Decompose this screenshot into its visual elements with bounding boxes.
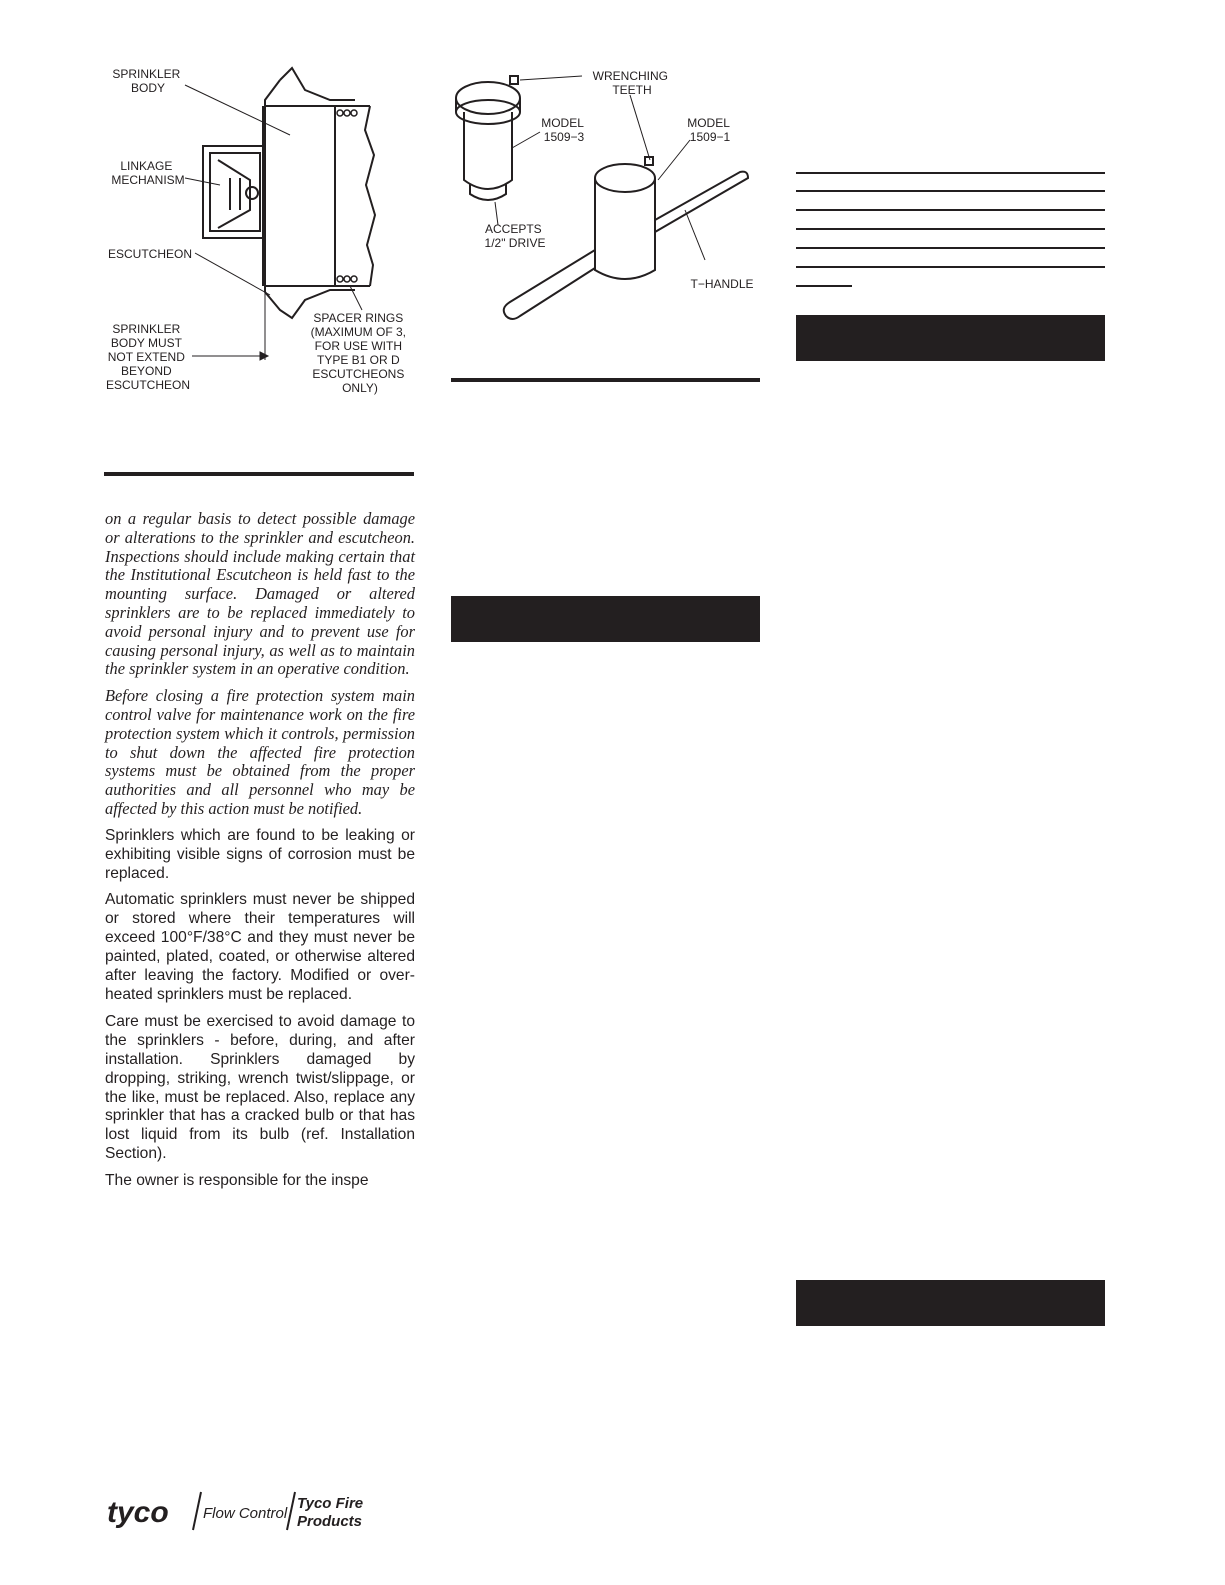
label-linkage-mechanism: LINKAGE MECHANISM <box>111 159 185 187</box>
table-rule-3 <box>796 209 1105 211</box>
label-t-handle: T−HANDLE <box>690 277 754 291</box>
label-accepts-drive: ACCEPTS 1/2" DRIVE <box>484 222 546 250</box>
footer-slash-1 <box>193 1492 201 1530</box>
footer-slash-2 <box>287 1492 295 1530</box>
section-rule-left <box>104 472 414 476</box>
wrench-1509-3 <box>456 76 520 200</box>
section-header-bar-right-bottom <box>796 1280 1105 1326</box>
table-rule-4 <box>796 228 1105 230</box>
body-text-column <box>105 510 415 1199</box>
spacer-rings <box>337 110 357 282</box>
label-model-1509-1: MODEL 1509−1 <box>687 116 731 144</box>
table-rule-7 <box>796 285 852 287</box>
label-wrenching-teeth: WRENCHING TEETH <box>592 69 668 97</box>
footer-company: Tyco Fire Products <box>297 1495 364 1530</box>
section-rule-middle <box>451 378 760 382</box>
label-must-not-extend: SPRINKLER BODY MUST NOT EXTEND BEYOND ESCUTCHEON <box>105 322 191 392</box>
table-rule-5 <box>796 247 1105 249</box>
tyco-brand: tyco <box>107 1496 169 1529</box>
paragraph-control-valve: Before closing a fire protection system main control valve for maintenance work on the fire protection system which it controls, permission to shut down the affected fire protection systems must be obtained from the proper authorities and all personnel who may be affected by this action must be notified. <box>105 686 415 818</box>
label-spacer-rings: SPACER RINGS (MAXIMUM OF 3, FOR USE WITH TYPE B1 OR D ESCUTCHEONS ONLY) <box>310 311 406 395</box>
escutcheon-diagram <box>100 60 430 410</box>
footer-division: Flow Control <box>203 1505 288 1522</box>
table-rule-1 <box>796 172 1105 174</box>
paragraph-temperature: Automatic sprinklers must never be shipped or stored where their temperatures will exceed 100°F/38°C and they must never be painted, plated, coated, or otherwise altered after leaving the factory. Modified or over-heated sprinklers must be replaced. <box>105 891 415 1003</box>
tyco-footer-logo <box>107 1488 397 1536</box>
label-model-1509-3: MODEL 1509−3 <box>541 116 585 144</box>
paragraph-leaking: Sprinklers which are found to be leaking or exhibiting visible signs of corrosion must be replaced. <box>105 826 415 882</box>
section-header-bar-middle <box>451 596 760 642</box>
paragraph-inspection: on a regular basis to detect possible damage or alterations to the sprinkler and escutcheon. Inspections should include making certain that the Institutional Escutcheon is held fast to the mounting surface. Damaged or altered sprinklers are to be replaced immediately to avoid personal injury and to prevent use for causing personal injury, as well as to maintain the sprinkler system in an operative condition. <box>105 509 415 679</box>
table-rule-6 <box>796 266 1105 268</box>
wrench-diagram <box>440 60 760 335</box>
paragraph-owner: The owner is responsible for the inspe <box>105 1172 369 1190</box>
label-sprinkler-body: SPRINKLER BODY <box>112 67 181 95</box>
paragraph-damage: Care must be exercised to avoid damage to the sprinklers - before, during, and after installation. Sprinklers damaged by dropping, striking, wrench twist/slippage, or the like, must be replaced. Also, replace any sprinkler that has a cracked bulb or that has lost liquid from its bulb (ref. Installation Section). <box>105 1012 415 1163</box>
table-rule-2 <box>796 190 1105 192</box>
section-header-bar-right-top <box>796 315 1105 361</box>
label-escutcheon: ESCUTCHEON <box>108 247 193 261</box>
